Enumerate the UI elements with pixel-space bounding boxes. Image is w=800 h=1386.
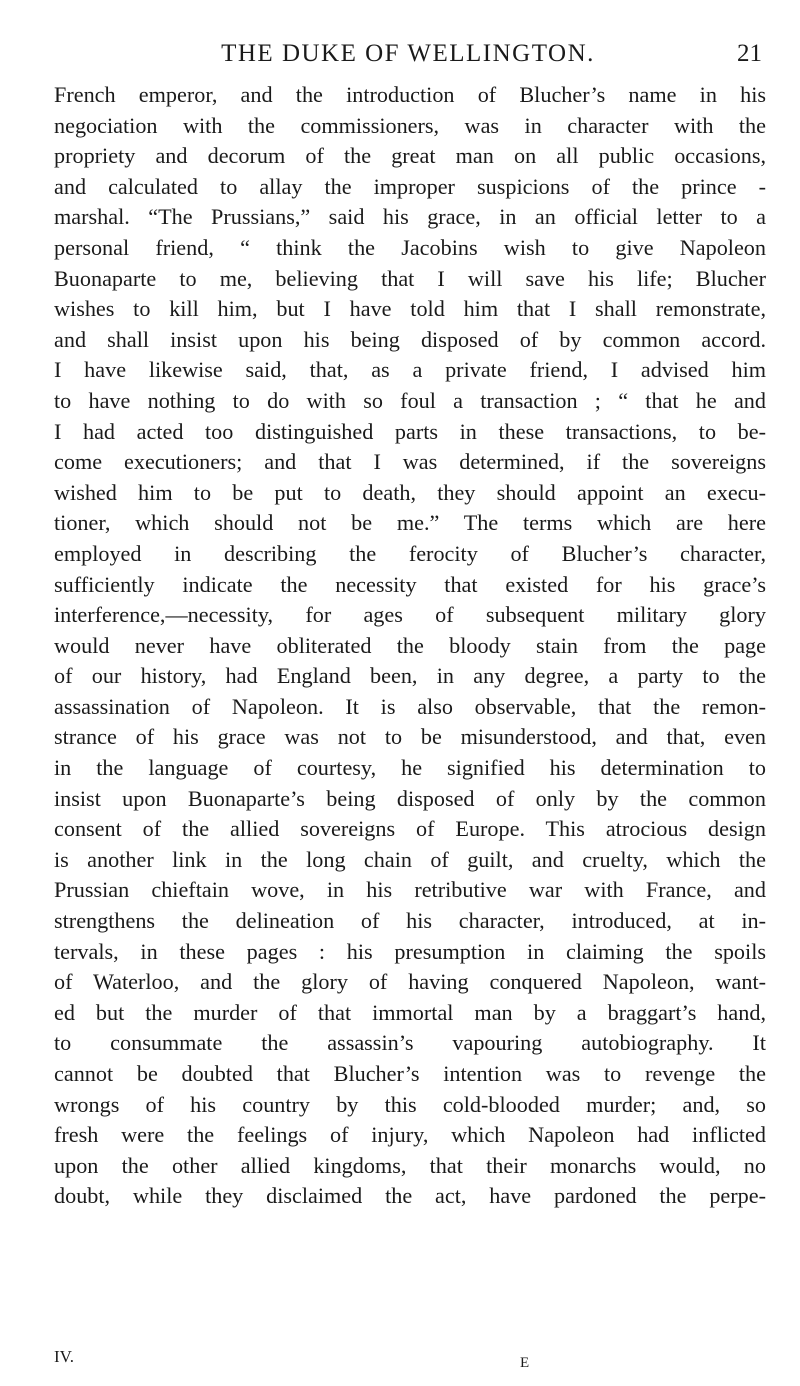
text-line: fresh were the feelings of injury, which Napoleon had inflicted	[54, 1122, 766, 1148]
text-line: in the language of courtesy, he signified his determination to	[54, 755, 766, 781]
text-line: propriety and decorum of the great man on all public occasions,	[54, 143, 766, 169]
text-line: French emperor, and the introduction of Blucher’s name in his	[54, 82, 766, 107]
text-line: employed in describing the ferocity of Blucher’s character,	[54, 540, 766, 566]
text-line: of Waterloo, and the glory of having conquered Napoleon, want-	[54, 969, 766, 995]
text-line: is another link in the long chain of guilt, and cruelty, which the	[54, 846, 766, 872]
text-line: I have likewise said, that, as a private friend, I advised him	[54, 357, 766, 383]
text-line: marshal. “The Prussians,” said his grace, in an official letter to a	[54, 204, 766, 230]
text-line: of our history, had England been, in any degree, a party to the	[54, 663, 766, 689]
text-line: strance of his grace was not to be misunderstood, and that, even	[54, 724, 766, 750]
page-number: 21	[737, 40, 762, 67]
text-line: negociation with the commissioners, was in character with the	[54, 112, 766, 138]
body-text	[54, 80, 766, 1212]
text-line: sufficiently indicate the necessity that existed for his grace’s	[54, 571, 766, 597]
text-line: cannot be doubted that Blucher’s intention was to revenge the	[54, 1061, 766, 1086]
text-line: assassination of Napoleon. It is also observable, that the remon-	[54, 693, 766, 719]
text-line: tioner, which should not be me.” The terms which are here	[54, 510, 766, 536]
signature-mark: E	[520, 1355, 530, 1371]
text-line: doubt, while they disclaimed the act, have pardoned the perpe-	[54, 1183, 766, 1209]
text-line: ed but the murder of that immortal man by a braggart’s hand,	[54, 999, 766, 1025]
text-line: to consummate the assassin’s vapouring autobiography. It	[54, 1030, 766, 1056]
text-line: insist upon Buonaparte’s being disposed of only by the common	[54, 785, 766, 811]
text-line: wishes to kill him, but I have told him that I shall remonstrate,	[54, 296, 766, 322]
text-line: Buonaparte to me, believing that I will save his life; Blucher	[54, 265, 766, 291]
text-line: consent of the allied sovereigns of Europe. This atrocious design	[54, 816, 766, 842]
text-line: would never have obliterated the bloody stain from the page	[54, 632, 766, 658]
text-line: Prussian chieftain wove, in his retributive war with France, and	[54, 877, 766, 903]
text-line: wished him to be put to death, they should appoint an execu-	[54, 479, 766, 505]
running-title: THE DUKE OF WELLINGTON.	[221, 40, 595, 67]
text-line: and shall insist upon his being disposed of by common accord.	[54, 326, 766, 352]
text-line: interference,—necessity, for ages of subsequent military glory	[54, 602, 766, 628]
text-line: upon the other allied kingdoms, that their monarchs would, no	[54, 1152, 766, 1178]
volume-number: IV.	[54, 1347, 74, 1366]
text-line: tervals, in these pages : his presumption in claiming the spoils	[54, 938, 766, 964]
text-line: strengthens the delineation of his character, introduced, at in-	[54, 908, 766, 934]
text-line: personal friend, “ think the Jacobins wish to give Napoleon	[54, 234, 766, 260]
text-line: and calculated to allay the improper suspicions of the prince -	[54, 173, 766, 199]
page-footer	[54, 1347, 766, 1377]
text-line: come executioners; and that I was determined, if the sovereigns	[54, 449, 766, 475]
text-line: to have nothing to do with so foul a transaction ; “ that he and	[54, 387, 766, 413]
text-line: wrongs of his country by this cold-blooded murder; and, so	[54, 1091, 766, 1117]
page-header	[50, 40, 766, 74]
text-line: I had acted too distinguished parts in these transactions, to be-	[54, 418, 766, 444]
